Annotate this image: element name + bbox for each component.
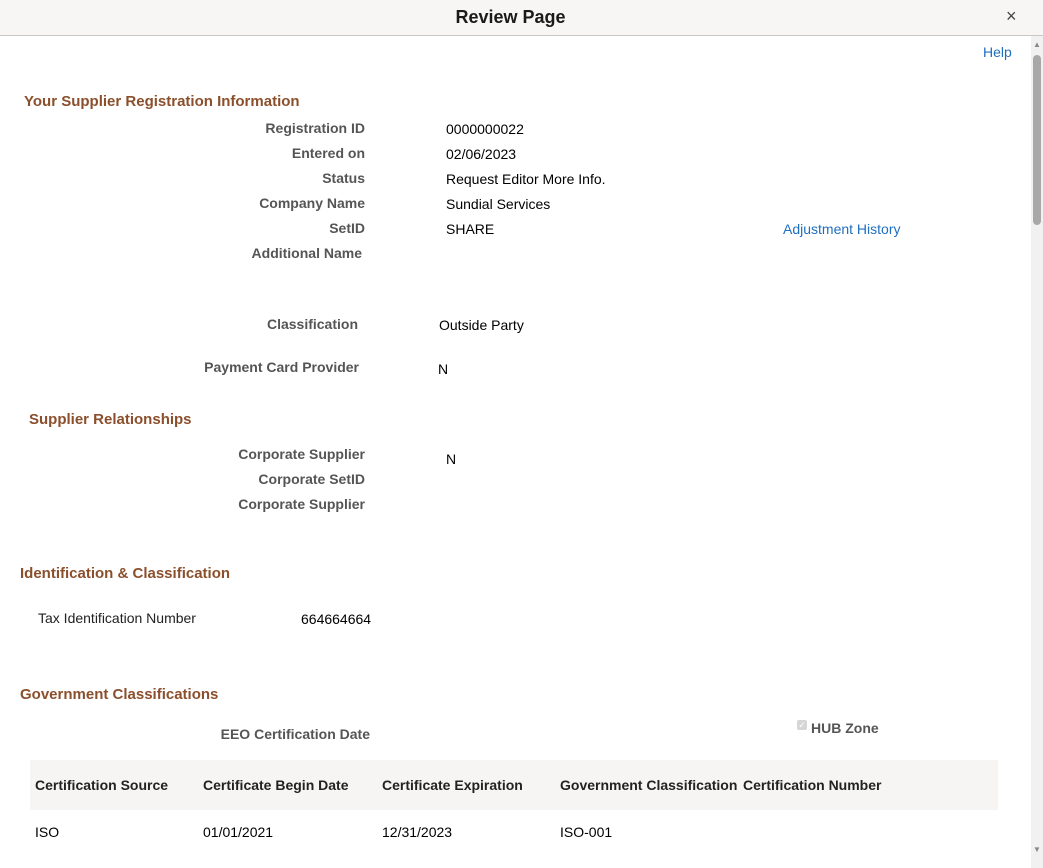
setid-label: SetID (329, 220, 365, 236)
payment-card-label: Payment Card Provider (204, 359, 359, 375)
classification-label: Classification (266, 316, 358, 332)
additional-name-label: Additional Name (251, 245, 362, 261)
table-cell: 12/31/2023 (382, 824, 453, 840)
help-link[interactable]: Help (983, 44, 1012, 60)
tax-id-value: 664664664 (301, 611, 372, 627)
status-label: Status (322, 170, 365, 186)
payment-card-value: N (438, 361, 449, 377)
corporate-supplier-2-label: Corporate Supplier (238, 496, 365, 512)
status-value: Request Editor More Info. (446, 171, 606, 187)
registration-heading: Your Supplier Registration Information (24, 93, 300, 110)
classification-value: Outside Party (439, 317, 524, 333)
government-heading: Government Classifications (20, 686, 219, 703)
corporate-setid-label: Corporate SetID (258, 471, 365, 487)
column-header: Certificate Expiration (382, 777, 523, 793)
close-icon[interactable]: × (1006, 6, 1017, 26)
scroll-up-icon[interactable]: ▲ (1033, 40, 1041, 49)
registration-id-label: Registration ID (265, 120, 365, 136)
tax-id-label: Tax Identification Number (38, 610, 196, 626)
entered-on-value: 02/06/2023 (446, 146, 517, 162)
eeo-date-label: EEO Certification Date (220, 726, 370, 742)
relationships-heading: Supplier Relationships (29, 411, 192, 428)
corporate-supplier-value: N (446, 451, 457, 467)
table-cell: 01/01/2021 (203, 824, 274, 840)
table-cell: ISO (35, 824, 60, 840)
table-cell: ISO-001 (560, 824, 613, 840)
company-name-label: Company Name (259, 195, 365, 211)
column-header: Certificate Begin Date (203, 777, 349, 793)
hub-zone-checkbox[interactable]: ✓ (798, 720, 806, 730)
column-header: Certification Source (35, 777, 169, 793)
adjustment-history-link[interactable]: Adjustment History (783, 221, 901, 237)
scrollbar-thumb[interactable] (1033, 55, 1041, 225)
page-title: Review Page (455, 7, 566, 27)
column-header: Government Classification (560, 777, 738, 793)
registration-id-value: 0000000022 (446, 121, 524, 137)
corporate-supplier-label: Corporate Supplier (238, 446, 365, 462)
scroll-down-icon[interactable]: ▼ (1033, 845, 1041, 854)
company-name-value: Sundial Services (446, 196, 551, 212)
identification-heading: Identification & Classification (20, 565, 231, 582)
setid-value: SHARE (446, 221, 495, 237)
entered-on-label: Entered on (291, 145, 365, 161)
column-header: Certification Number (743, 777, 882, 793)
hub-zone-label: HUB Zone (811, 720, 879, 736)
